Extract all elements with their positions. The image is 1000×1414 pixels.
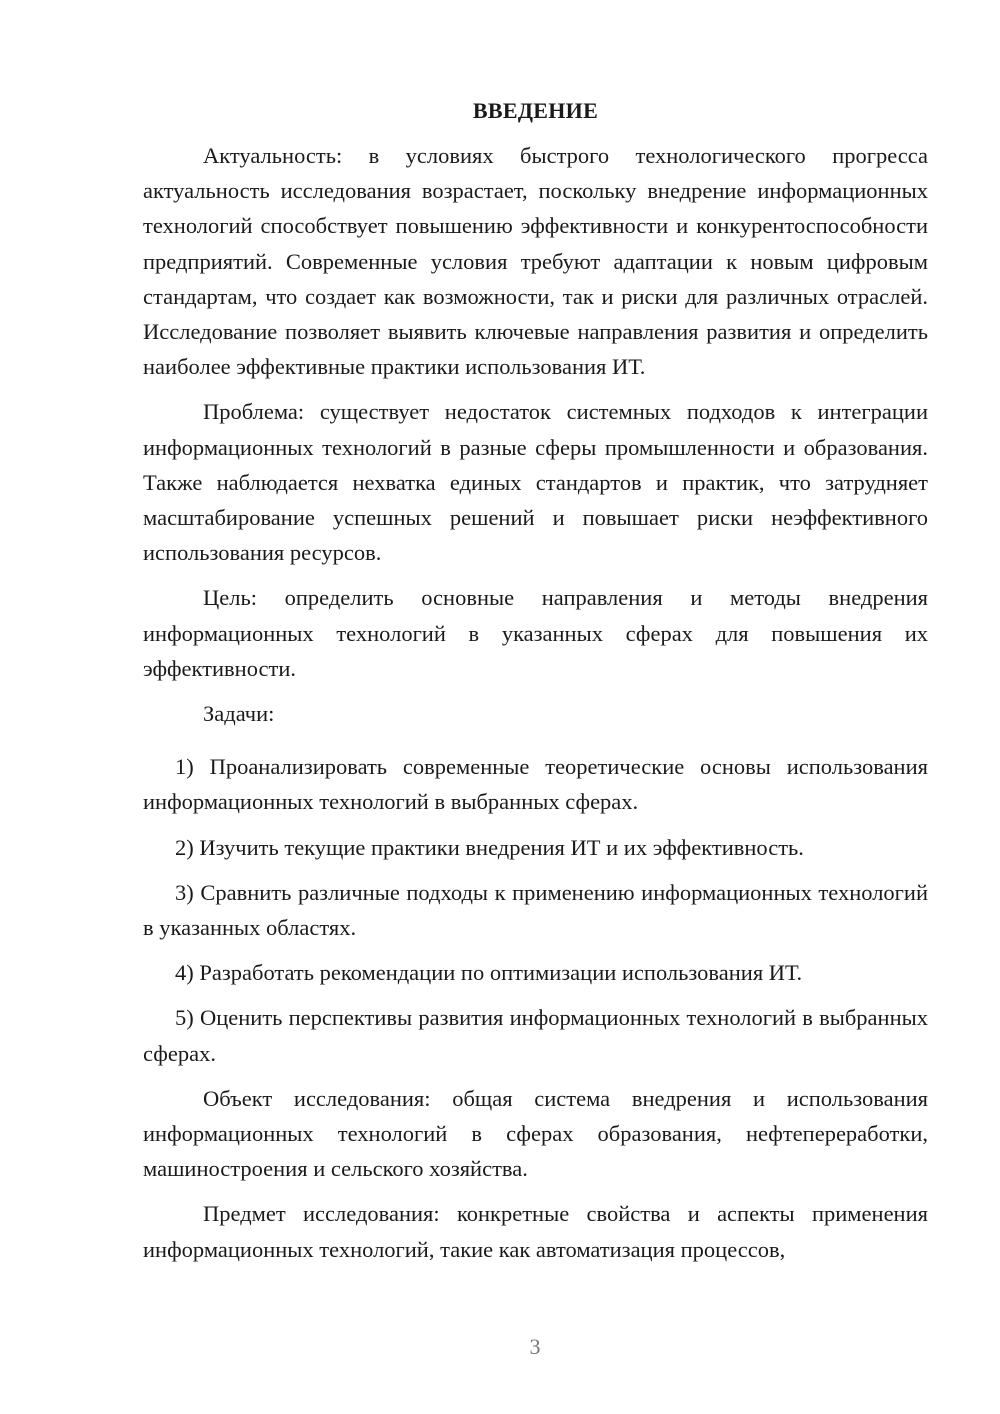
task-item-1: 1) Проанализировать современные теоретические основы использования информационных технологий в выбранных сферах. <box>143 754 928 815</box>
page-content <box>143 96 928 1277</box>
task-item-3: 3) Сравнить различные подходы к применению информационных технологий в указанных областях. <box>143 879 928 941</box>
paragraph-subject: Предмет исследования: конкретные свойства и аспекты применения информационных технологий, такие как автоматизация процессов, <box>143 1201 928 1262</box>
paragraph-problem: Проблема: существует недостаток системных подходов к интеграции информационных технологий в разные сферы промышленности и образования. Также наблюдается нехватка единых стандартов и практик, что затрудняет масштабирование успешных решений и повышает риски неэффективного использования ресурсов. <box>143 399 928 566</box>
tasks-label: Задачи: <box>203 701 275 727</box>
page-number: 3 <box>529 1334 541 1359</box>
paragraph-relevance: Актуальность: в условиях быстрого технологического прогресса актуальность исследования возрастает, поскольку внедрение информационных технологий способствует повышению эффективности и конкурентоспособности предприятий. Современные условия требуют адаптации к новым цифровым стандартам, что создает как возможности, так и риски для различных отраслей. Исследование позволяет выявить ключевые направления развития и определить наиболее эффективные практики использования ИТ. <box>143 143 928 380</box>
paragraph-object: Объект исследования: общая система внедрения и использования информационных технологий в сферах образования, нефтепереработки, машиностроения и сельского хозяйства. <box>143 1085 928 1182</box>
task-item-2: 2) Изучить текущие практики внедрения ИТ и их эффективность. <box>175 834 804 860</box>
task-item-5: 5) Оценить перспективы развития информационных технологий в выбранных сферах. <box>143 1005 928 1066</box>
paragraph-goal: Цель: определить основные направления и методы внедрения информационных технологий в указанных сферах для повышения их эффективности. <box>143 585 928 681</box>
page-title: ВВЕДЕНИЕ <box>472 98 599 123</box>
task-item-4: 4) Разработать рекомендации по оптимизации использования ИТ. <box>175 960 803 986</box>
